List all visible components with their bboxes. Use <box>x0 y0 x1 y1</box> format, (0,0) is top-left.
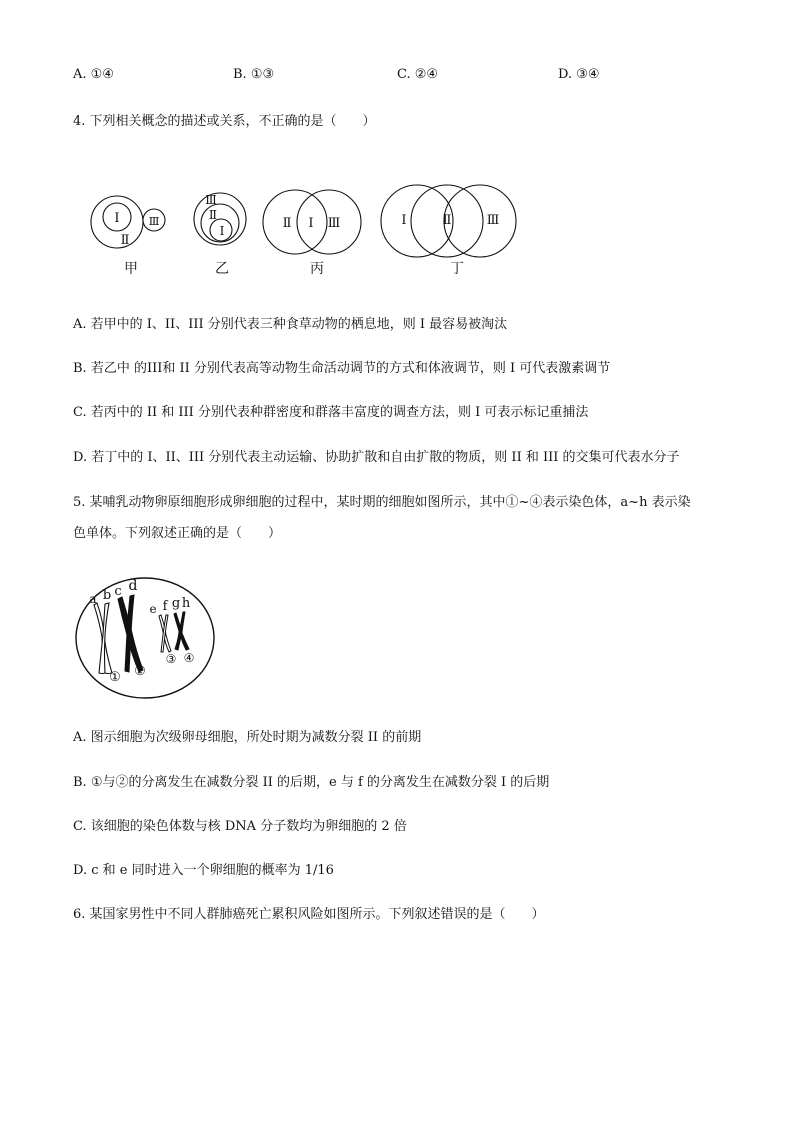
q4-option-c: C. 若丙中的 II 和 III 分别代表种群密度和群落丰富度的调查方法，则 I 可表示标记重捕法 <box>73 405 589 420</box>
chromosome-1 <box>94 603 112 674</box>
caption-yi: 乙 <box>215 261 229 277</box>
chromosome-label-1: ① <box>109 670 121 685</box>
jia-label-ii: Ⅱ <box>120 233 130 248</box>
caption-bing: 丙 <box>310 261 324 277</box>
q5-option-b: B. ①与②的分离发生在减数分裂 II 的后期，e 与 f 的分离发生在减数分裂 I 的后期 <box>73 775 550 790</box>
q4-venn-figure <box>0 182 794 282</box>
yi-label-ii: Ⅱ <box>208 208 218 222</box>
q3-option-a: A. ①④ <box>73 67 114 82</box>
q3-option-b: B. ①③ <box>233 67 275 82</box>
chromosome-4 <box>174 612 189 650</box>
q3-options-row <box>0 66 794 84</box>
chromatid-label-f: f <box>162 599 168 614</box>
chromatid-label-e: e <box>149 602 157 616</box>
q4-option-a: A. 若甲中的 I、II、III 分别代表三种食草动物的栖息地，则 I 最容易被淘汰 <box>73 317 508 332</box>
q5-option-a: A. 图示细胞为次级卵母细胞，所处时期为减数分裂 II 的前期 <box>73 730 422 745</box>
chromatid-label-g: g <box>171 596 181 611</box>
ding-label-iii: Ⅲ <box>486 213 500 228</box>
q5-cell-figure <box>70 575 220 705</box>
caption-jia: 甲 <box>124 261 138 277</box>
cell-membrane <box>76 578 214 698</box>
q4-option-d: D. 若丁中的 I、II、III 分别代表主动运输、协助扩散和自由扩散的物质，则 II 和 III 的交集可代表水分子 <box>73 450 680 465</box>
yi-label-iii: Ⅲ <box>205 193 217 207</box>
jia-label-iii: Ⅲ <box>148 215 160 228</box>
yi-label-i: Ⅰ <box>219 224 225 238</box>
jia-label-i: Ⅰ <box>114 211 120 226</box>
bing-label-ii: Ⅱ <box>282 216 292 231</box>
q5-option-d: D. c 和 e 同时进入一个卵细胞的概率为 1/16 <box>73 863 334 878</box>
q3-option-d: D. ③④ <box>558 67 600 82</box>
q5-stem-line2: 色单体。下列叙述正确的是（ ） <box>73 526 282 541</box>
chromosome-2 <box>118 595 143 672</box>
chromosome-label-4: ④ <box>183 651 195 665</box>
chromosome-label-2: ② <box>134 664 146 679</box>
chromosome-label-3: ③ <box>165 652 177 666</box>
q4-stem: 4. 下列相关概念的描述或关系，不正确的是（ ） <box>73 114 376 129</box>
bing-circle-left <box>263 190 327 254</box>
caption-ding: 丁 <box>450 261 464 277</box>
ding-label-ii: Ⅱ <box>442 213 452 228</box>
ding-label-i: Ⅰ <box>401 213 407 228</box>
chromatid-label-b: b <box>102 588 112 603</box>
q5-option-c: C. 该细胞的染色体数与核 DNA 分子数均为卵细胞的 2 倍 <box>73 819 407 834</box>
ding-circle-right <box>444 185 516 257</box>
chromosome-3 <box>159 615 171 652</box>
q3-option-c: C. ②④ <box>397 67 439 82</box>
bing-label-i: Ⅰ <box>308 216 314 231</box>
q4-option-b: B. 若乙中 的III和 II 分别代表高等动物生命活动调节的方式和体液调节，则 I 可代表激素调节 <box>73 361 611 376</box>
chromatid-label-c: c <box>114 584 122 599</box>
q5-stem-line1: 5. 某哺乳动物卵原细胞形成卵细胞的过程中，某时期的细胞如图所示，其中①~④表示染色体，a~h 表示染 <box>73 495 691 510</box>
chromatid-label-d: d <box>128 578 138 594</box>
chromatid-label-a: a <box>89 592 97 606</box>
chromatid-label-h: h <box>181 596 191 611</box>
bing-label-iii: Ⅲ <box>327 216 341 231</box>
q6-stem: 6. 某国家男性中不同人群肺癌死亡累积风险如图所示。下列叙述错误的是（ ） <box>73 907 545 922</box>
